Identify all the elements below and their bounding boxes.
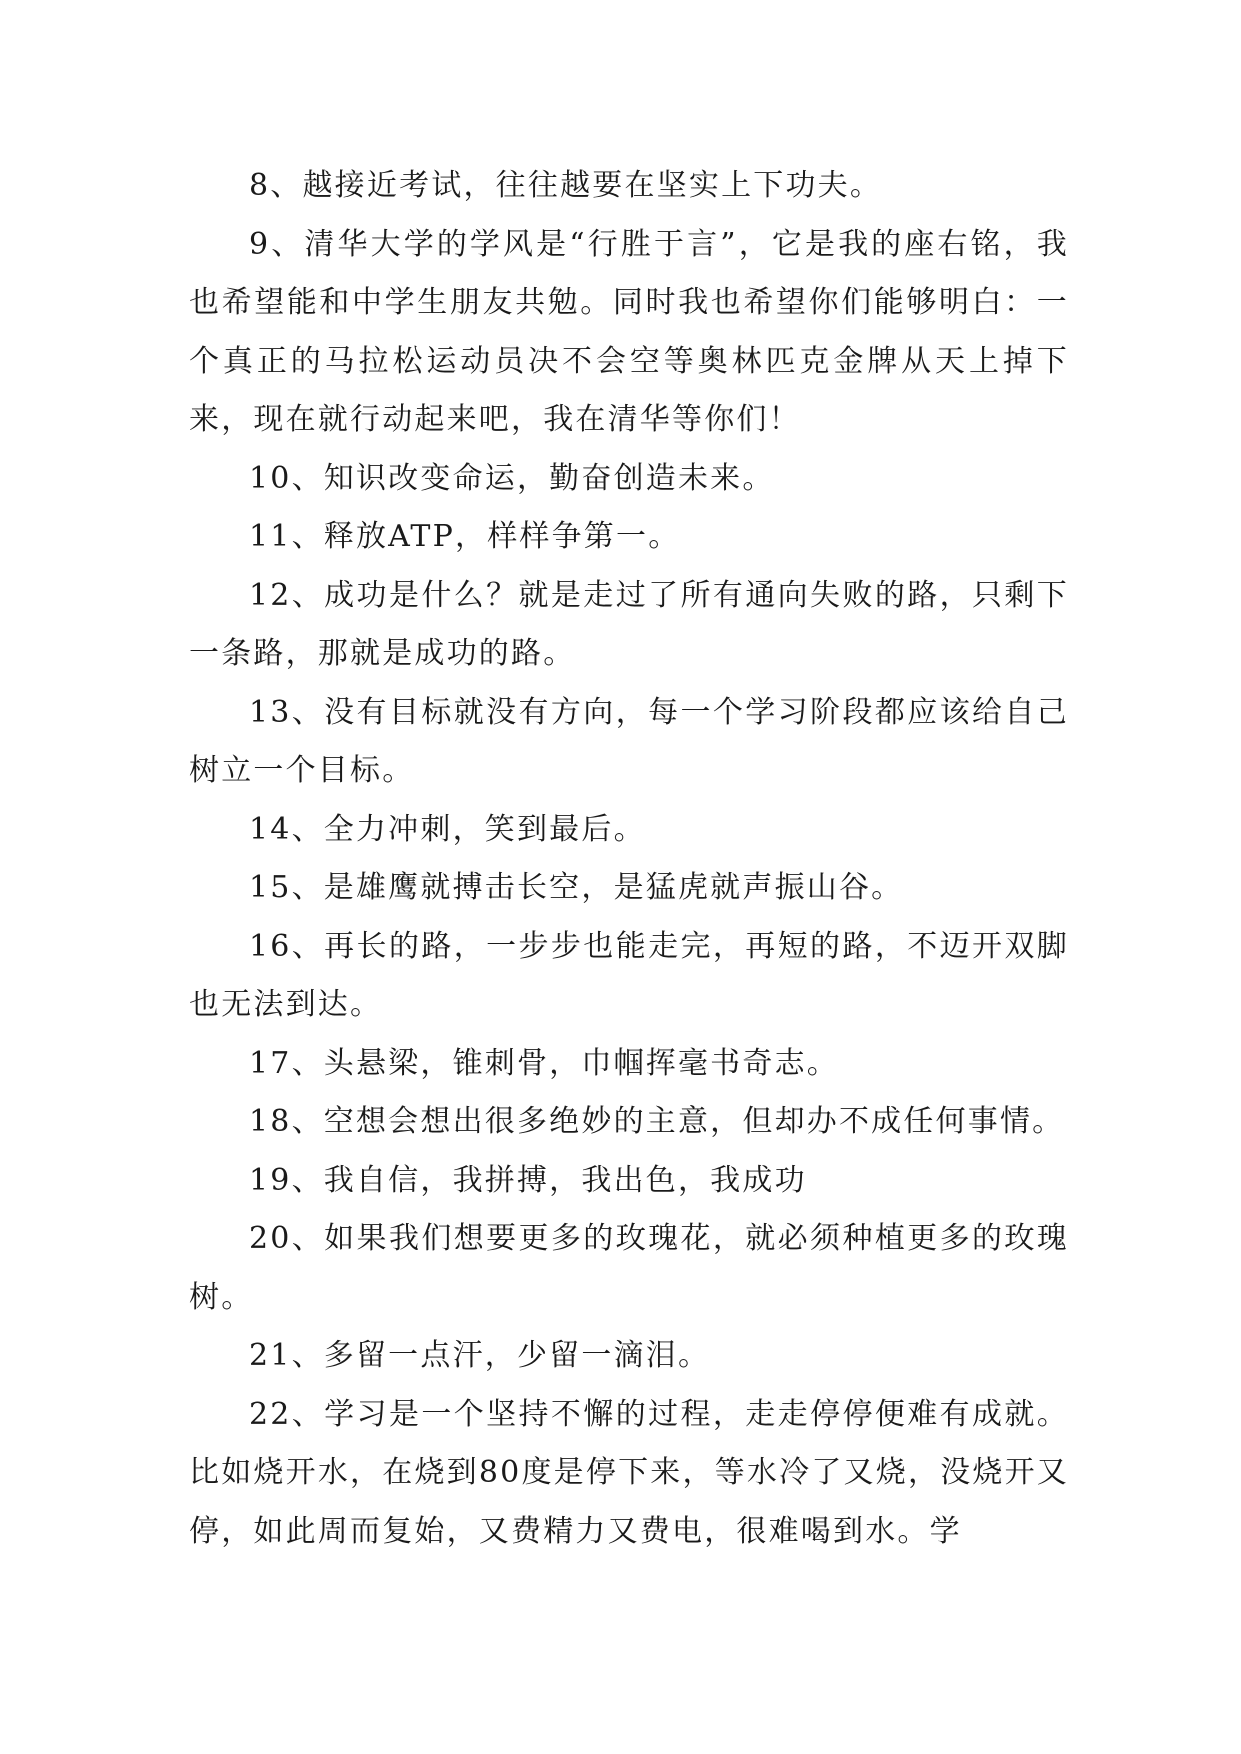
paragraph-10: 10、知识改变命运，勤奋创造未来。: [249, 460, 775, 496]
paragraph-15: 15、是雄鹰就搏击长空，是猛虎就声振山谷。: [249, 870, 904, 905]
paragraph-16: 16、再长的路，一步步也能走完，再短的路，不迈开双脚也无法到达。: [189, 928, 1069, 1022]
paragraph-18: 18、空想会想出很多绝妙的主意，但却办不成任何事情。: [249, 1104, 1065, 1139]
paragraph-8: 8、越接近考试，往往越要在坚实上下功夫。: [249, 168, 883, 203]
paragraph-11: 11、释放ATP，样样争第一。: [249, 519, 681, 554]
paragraph-17: 17、头悬梁，锥刺骨，巾帼挥毫书奇志。: [249, 1045, 839, 1081]
paragraph-14: 14、全力冲刺，笑到最后。: [249, 811, 646, 847]
paragraph-12: 12、成功是什么？就是走过了所有通向失败的路，只剩下一条路，那就是成功的路。: [189, 577, 1069, 671]
paragraph-21: 21、多留一点汗，少留一滴泪。: [249, 1338, 711, 1373]
paragraph-20: 20、如果我们想要更多的玫瑰花，就必须种植更多的玫瑰树。: [189, 1221, 1069, 1315]
paragraph-22: 22、学习是一个坚持不懈的过程，走走停停便难有成就。比如烧开水，在烧到80度是停下来，等水冷了又烧，没烧开又停，如此周而复始，又费精力又费电，很难喝到水。学: [189, 1396, 1069, 1549]
paragraph-19: 19、我自信，我拼搏，我出色，我成功: [249, 1162, 807, 1198]
paragraph-9: 9、清华大学的学风是“行胜于言”，它是我的座右铭，我也希望能和中学生朋友共勉。同时我也希望你们能够明白：一个真正的马拉松运动员决不会空等奥林匹克金牌从天上掉下来，现在就行动起来吧，我在清华等你们！: [189, 226, 1069, 437]
document-body: [189, 157, 1069, 1561]
paragraph-13: 13、没有目标就没有方向，每一个学习阶段都应该给自己树立一个目标。: [189, 694, 1069, 788]
